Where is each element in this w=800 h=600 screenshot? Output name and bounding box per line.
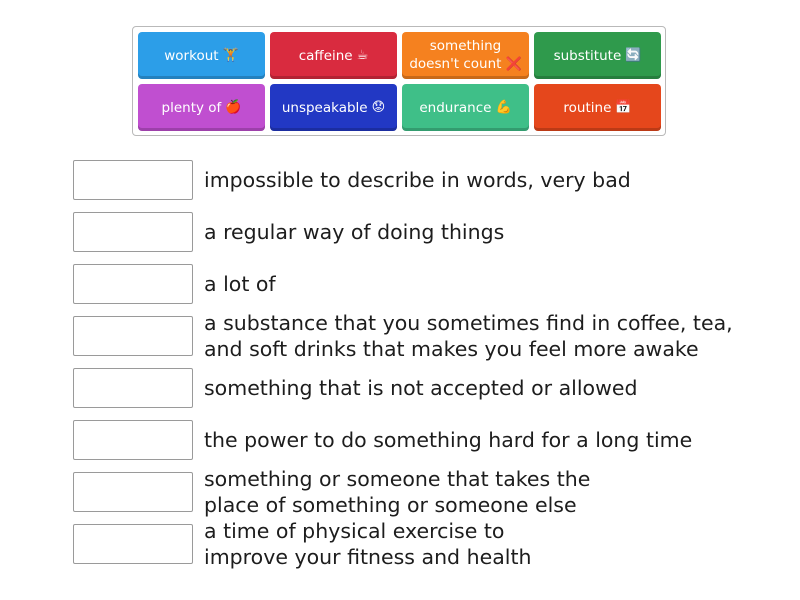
definition-line: the power to do something hard for a long time <box>204 428 693 452</box>
definition-text <box>204 309 733 363</box>
definition-line: something or someone that takes the <box>204 467 591 491</box>
definition-line: something that is not accepted or allowed <box>204 376 638 400</box>
tile-workout[interactable] <box>138 32 265 79</box>
tile-label: plenty of <box>161 99 222 116</box>
definition-text <box>204 420 692 460</box>
word-bank <box>132 26 666 136</box>
tile-label: unspeakable <box>281 99 368 116</box>
answer-drop-box[interactable] <box>73 420 193 460</box>
match-row <box>73 212 773 252</box>
tile-label: endurance <box>419 99 492 116</box>
answer-drop-box[interactable] <box>73 160 193 200</box>
answer-drop-box[interactable] <box>73 524 193 564</box>
match-row <box>73 160 773 200</box>
match-row <box>73 368 773 408</box>
tile-endurance[interactable] <box>402 84 529 131</box>
flexed-biceps-icon: 💪 <box>495 99 512 115</box>
match-row <box>73 311 773 361</box>
match-row <box>73 420 773 460</box>
tile-plenty-of[interactable] <box>138 84 265 131</box>
definition-text <box>204 212 504 252</box>
tile-substitute[interactable] <box>534 32 661 79</box>
definition-line: a regular way of doing things <box>204 220 505 244</box>
tile-label-line1: something <box>429 38 502 54</box>
definition-text <box>204 264 276 304</box>
definition-line: place of something or someone else <box>204 493 577 517</box>
definition-text <box>204 160 631 200</box>
answer-drop-box[interactable] <box>73 316 193 356</box>
match-row <box>73 264 773 304</box>
tile-something-doesnt-count[interactable] <box>402 32 529 79</box>
cross-mark-icon: ❌ <box>505 57 522 72</box>
tile-label: substitute <box>553 47 622 64</box>
match-row <box>73 519 773 569</box>
tile-label: caffeine <box>298 47 353 64</box>
calendar-icon: 📅 <box>615 99 632 115</box>
definition-line: a time of physical exercise to <box>204 519 505 543</box>
tile-label-line2-text: doesn't count <box>409 56 502 72</box>
definition-line: a lot of <box>204 272 276 296</box>
definition-text <box>204 517 531 571</box>
match-row <box>73 467 773 517</box>
worried-face-icon: 😟 <box>371 99 386 115</box>
definition-text <box>204 368 637 408</box>
tile-unspeakable[interactable] <box>270 84 397 131</box>
definition-line: impossible to describe in words, very bad <box>204 168 631 192</box>
definition-text <box>204 465 590 519</box>
answer-drop-box[interactable] <box>73 212 193 252</box>
tile-routine[interactable] <box>534 84 661 131</box>
swap-arrows-icon: 🔄 <box>625 47 642 63</box>
weightlifter-icon: 🏋 <box>222 47 239 63</box>
definition-line: and soft drinks that makes you feel more awake <box>204 337 699 361</box>
tile-caffeine[interactable] <box>270 32 397 79</box>
tile-label: routine <box>563 99 612 116</box>
answer-drop-box[interactable] <box>73 264 193 304</box>
definition-line: improve your fitness and health <box>204 545 532 569</box>
answer-drop-box[interactable] <box>73 472 193 512</box>
definition-line: a substance that you sometimes find in coffee, tea, <box>204 311 733 335</box>
apple-icon: 🍎 <box>225 99 242 115</box>
answer-drop-box[interactable] <box>73 368 193 408</box>
coffee-cup-icon: ☕ <box>356 47 369 63</box>
tile-label: workout <box>164 47 219 64</box>
tile-label-line2 <box>409 55 521 74</box>
